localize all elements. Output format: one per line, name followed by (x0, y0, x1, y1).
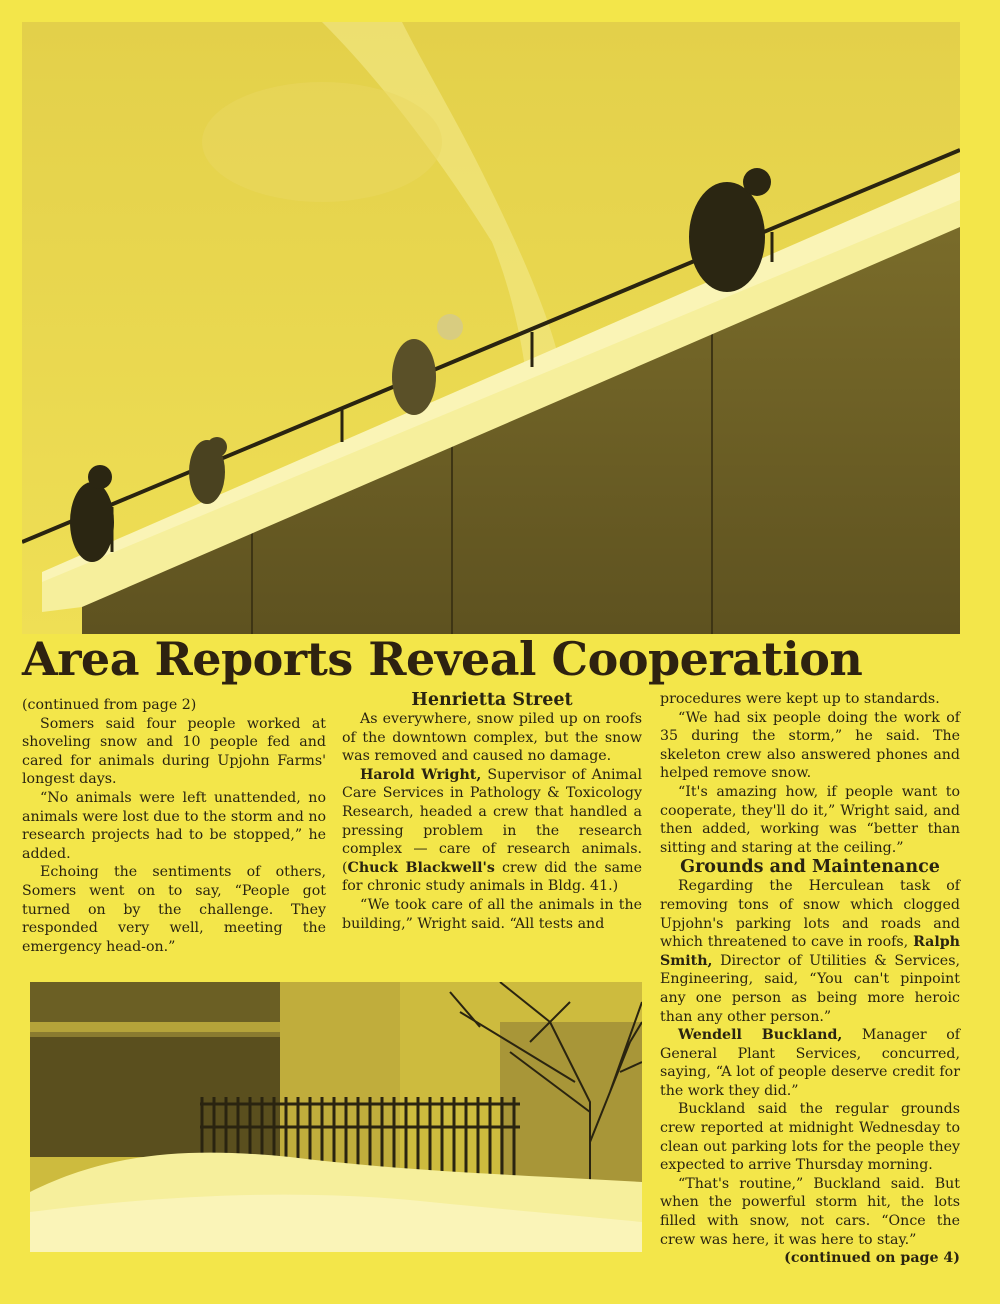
paragraph: “We had six people doing the work of 35 during the storm,” he said. The skeleton crew also answered phones and helped remove snow. (660, 709, 960, 782)
paragraph: Echoing the sentiments of others, Somers went on to say, “People got turned on by the challenge. They responded very well, meeting the emergency head-on.” (22, 864, 326, 955)
paragraph: “It's amazing how, if people want to cooperate, they'll do it,” Wright said, and then added, working was “better than sitting and staring at the ceiling.” (660, 783, 960, 856)
paragraph: “We took care of all the animals in the building,” Wright said. “All tests and (342, 896, 642, 932)
person-name: Ralph Smith, (660, 934, 960, 969)
continued-from-note: (continued from page 2) (22, 697, 197, 713)
paragraph: Somers said four people worked at shoveling snow and 10 people fed and cared for animals during Upjohn Farms' longest days. (22, 715, 326, 788)
paragraph (660, 1026, 960, 1100)
paragraph-text: Director of Utilities & Services, Engineering, said, “You can't pinpoint any one person as being more heroic than any other person.” (660, 952, 960, 1025)
paragraph-text: Manager of General Plant Services, concurred, saying, “A lot of people deserve credit for the work they did.” (660, 1027, 960, 1099)
subhead-grounds-maintenance: Grounds and Maintenance (680, 857, 940, 878)
continued-on-text: (continued on page 4) (784, 1250, 960, 1267)
rooftop-photo (22, 22, 960, 634)
paragraph (660, 877, 960, 1026)
continued-on-note (660, 1249, 960, 1268)
person-name: Chuck Blackwell's (347, 859, 495, 876)
column-1 (22, 696, 326, 956)
paragraph: “That's routine,” Buckland said. But when the powerful storm hit, the lots filled with snow, not cars. “Once the crew was here, it was here to stay.” (660, 1175, 960, 1248)
paragraph: “No animals were left unattended, no animals were lost due to the storm and no research projects had to be stopped,” he added. (22, 789, 326, 862)
headline: Area Reports Reveal Cooperation (22, 632, 863, 686)
paragraph: procedures were kept up to standards. (660, 691, 940, 707)
subhead-henrietta-street: Henrietta Street (411, 690, 573, 710)
column-2 (342, 690, 642, 933)
paragraph: As everywhere, snow piled up on roofs of the downtown complex, but the snow was removed and caused no damage. (342, 711, 642, 765)
paragraph-text: Regarding the Herculean task of removing tons of snow which clogged Upjohn's parking lots and roads and which threatened to cave in roofs, (660, 878, 960, 951)
snow-fence-photo (30, 982, 642, 1252)
paragraph: Buckland said the regular grounds crew reported at midnight Wednesday to clean out parking lots for the people they expected to arrive Thursday morning. (660, 1101, 960, 1174)
person-name: Harold Wright, (360, 766, 482, 783)
paragraph-text: Supervisor of Animal Care Services in Pathology & Toxicology Research, headed a crew that handled a pressing problem in the research complex — care of research animals. ( (342, 766, 643, 876)
person-name: Wendell Buckland, (678, 1027, 843, 1044)
column-3 (660, 690, 960, 1268)
paragraph-text: crew did the same for chronic study animals in Bldg. 41.) (342, 859, 642, 895)
paragraph (342, 766, 642, 896)
